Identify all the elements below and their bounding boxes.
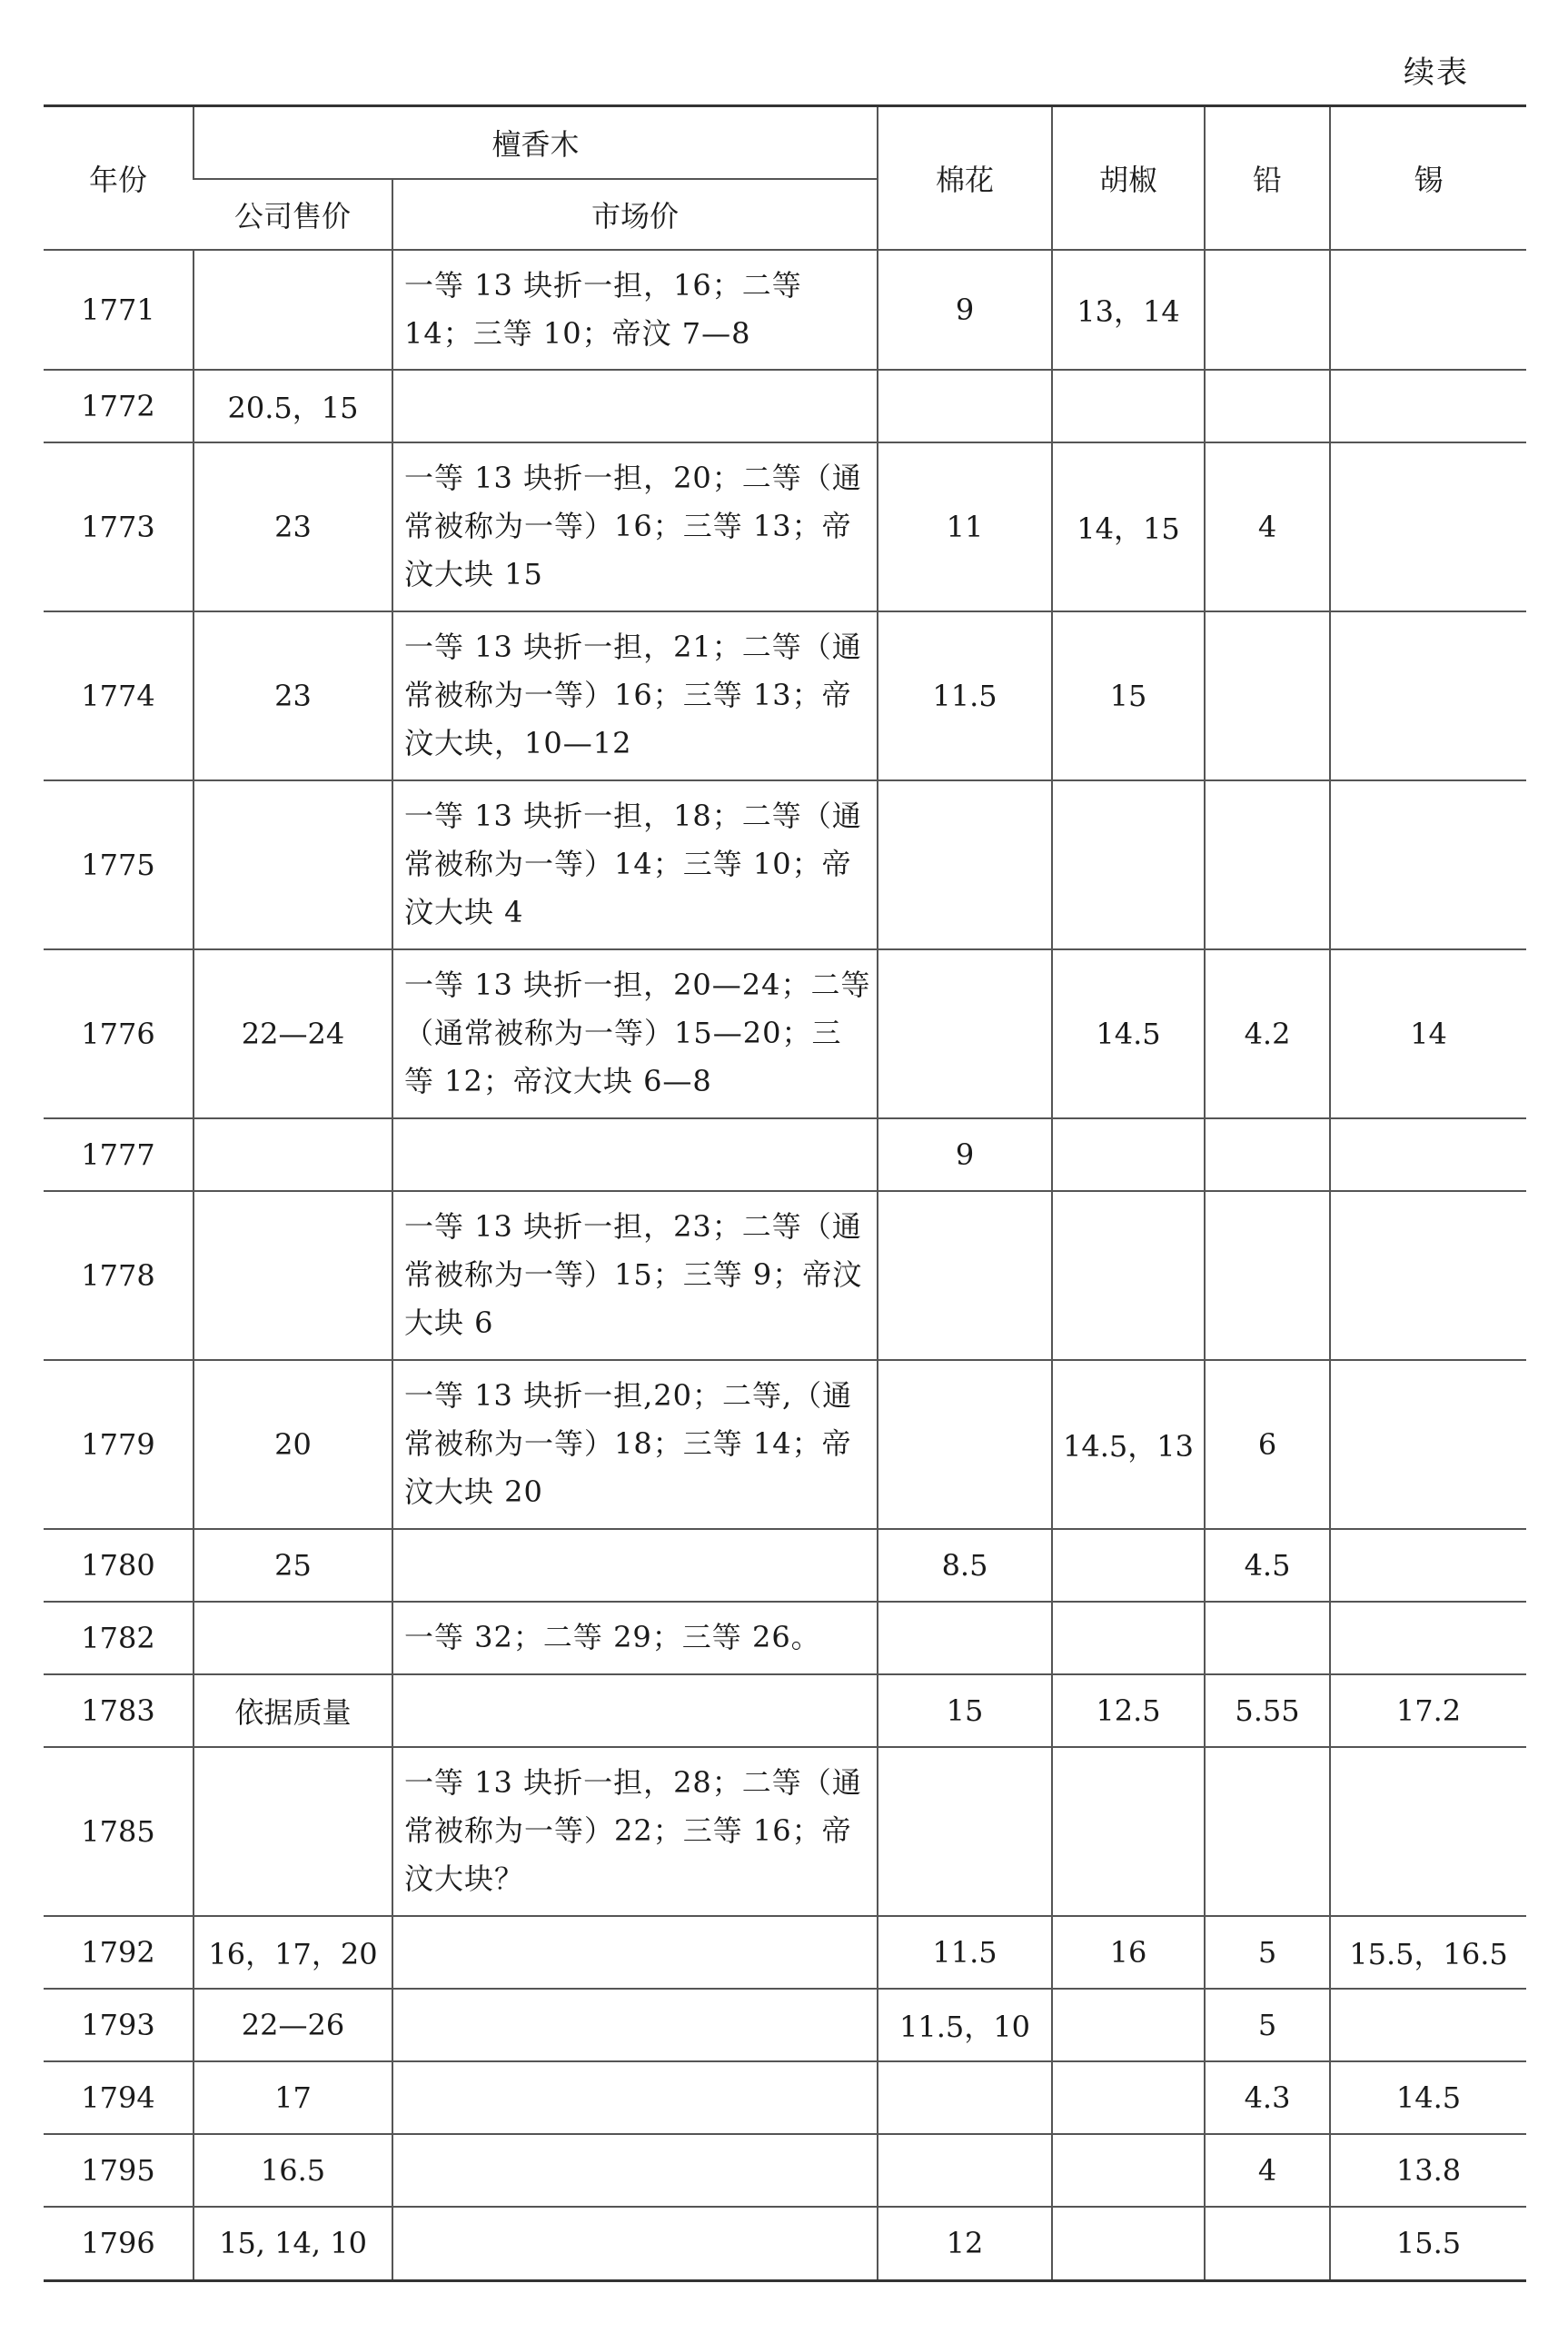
tin-cell [1330,1747,1526,1916]
market-price-cell: 一等 13 块折一担，18；二等（通常被称为一等）14；三等 10；帝汶大块 4 [392,780,878,949]
year-cell: 1794 [44,2061,194,2134]
table-row [44,1602,1526,1674]
market-price-cell: 一等 13 块折一担,20；二等,（通常被称为一等）18；三等 14；帝汶大块 20 [392,1360,878,1529]
tin-cell: 13.8 [1330,2134,1526,2207]
tin-cell [1330,611,1526,780]
year-cell: 1778 [44,1191,194,1360]
lead-cell [1205,1602,1330,1674]
pepper-cell: 14.5，13 [1052,1360,1205,1529]
lead-cell: 4.5 [1205,1529,1330,1602]
table-header [44,106,1526,250]
tin-cell: 17.2 [1330,1674,1526,1747]
cotton-cell [878,2134,1052,2207]
year-cell: 1774 [44,611,194,780]
pepper-cell [1052,2207,1205,2281]
year-cell: 1773 [44,442,194,611]
company-price-cell: 20.5，15 [194,370,392,442]
market-price-cell [392,1916,878,1989]
tin-cell [1330,1602,1526,1674]
company-price-cell: 16.5 [194,2134,392,2207]
market-price-cell: 一等 13 块折一担，20—24；二等（通常被称为一等）15—20；三等 12；帝汶大块 6—8 [392,949,878,1118]
lead-cell [1205,1118,1330,1191]
table-row [44,1674,1526,1747]
pepper-cell [1052,1118,1205,1191]
market-price-cell: 一等 13 块折一担，23；二等（通常被称为一等）15；三等 9；帝汶大块 6 [392,1191,878,1360]
year-cell: 1780 [44,1529,194,1602]
company-price-cell: 16，17，20 [194,1916,392,1989]
lead-cell [1205,611,1330,780]
market-price-cell: 一等 13 块折一担，20；二等（通常被称为一等）16；三等 13；帝汶大块 15 [392,442,878,611]
market-price-cell [392,2207,878,2281]
price-table [44,104,1526,2282]
header-tin: 锡 [1330,106,1526,250]
market-price-cell: 一等 32；二等 29；三等 26。 [392,1602,878,1674]
table-row [44,1118,1526,1191]
company-price-cell: 22—26 [194,1989,392,2061]
table-row [44,780,1526,949]
cotton-cell: 8.5 [878,1529,1052,1602]
company-price-cell [194,1747,392,1916]
table-row [44,1989,1526,2061]
pepper-cell: 13，14 [1052,250,1205,370]
cotton-cell: 12 [878,2207,1052,2281]
cotton-cell [878,2061,1052,2134]
pepper-cell: 12.5 [1052,1674,1205,1747]
cotton-cell [878,370,1052,442]
lead-cell [1205,780,1330,949]
table-row [44,442,1526,611]
cotton-cell: 11.5 [878,611,1052,780]
lead-cell: 5.55 [1205,1674,1330,1747]
year-cell: 1771 [44,250,194,370]
tin-cell: 15.5 [1330,2207,1526,2281]
table-row [44,1529,1526,1602]
table-row [44,1747,1526,1916]
lead-cell [1205,370,1330,442]
pepper-cell: 14.5 [1052,949,1205,1118]
pepper-cell [1052,1602,1205,1674]
cotton-cell: 9 [878,1118,1052,1191]
cotton-cell: 11.5 [878,1916,1052,1989]
table-row [44,2061,1526,2134]
pepper-cell [1052,1747,1205,1916]
pepper-cell [1052,1989,1205,2061]
lead-cell [1205,1747,1330,1916]
company-price-cell [194,250,392,370]
market-price-cell [392,1118,878,1191]
pepper-cell: 15 [1052,611,1205,780]
company-price-cell: 25 [194,1529,392,1602]
company-price-cell: 依据质量 [194,1674,392,1747]
cotton-cell: 11 [878,442,1052,611]
tin-cell: 15.5，16.5 [1330,1916,1526,1989]
lead-cell: 4 [1205,2134,1330,2207]
market-price-cell [392,2134,878,2207]
tin-cell [1330,1360,1526,1529]
tin-cell [1330,370,1526,442]
cotton-cell [878,1747,1052,1916]
table-row [44,1191,1526,1360]
pepper-cell: 14，15 [1052,442,1205,611]
table-row [44,1360,1526,1529]
continued-table-label: 续表 [1404,55,1469,91]
year-cell: 1775 [44,780,194,949]
pepper-cell [1052,2134,1205,2207]
lead-cell: 6 [1205,1360,1330,1529]
market-price-cell: 一等 13 块折一担，28；二等（通常被称为一等）22；三等 16；帝汶大块？ [392,1747,878,1916]
lead-cell: 5 [1205,1916,1330,1989]
cotton-cell [878,1602,1052,1674]
year-cell: 1776 [44,949,194,1118]
year-cell: 1795 [44,2134,194,2207]
lead-cell: 5 [1205,1989,1330,2061]
header-year: 年份 [44,106,194,250]
cotton-cell: 15 [878,1674,1052,1747]
table-body [44,250,1526,2281]
year-cell: 1792 [44,1916,194,1989]
cotton-cell: 11.5，10 [878,1989,1052,2061]
market-price-cell [392,1989,878,2061]
tin-cell: 14.5 [1330,2061,1526,2134]
pepper-cell [1052,370,1205,442]
year-cell: 1793 [44,1989,194,2061]
company-price-cell [194,1118,392,1191]
cotton-cell [878,1191,1052,1360]
year-cell: 1777 [44,1118,194,1191]
company-price-cell [194,1602,392,1674]
pepper-cell [1052,2061,1205,2134]
market-price-cell [392,1529,878,1602]
market-price-cell: 一等 13 块折一担，21；二等（通常被称为一等）16；三等 13；帝汶大块，10—12 [392,611,878,780]
market-price-cell [392,370,878,442]
cotton-cell [878,949,1052,1118]
lead-cell: 4 [1205,442,1330,611]
market-price-cell [392,1674,878,1747]
year-cell: 1779 [44,1360,194,1529]
table-row [44,1916,1526,1989]
table-row [44,2207,1526,2281]
table-row [44,2134,1526,2207]
tin-cell [1330,442,1526,611]
company-price-cell: 23 [194,442,392,611]
year-cell: 1785 [44,1747,194,1916]
table-row [44,611,1526,780]
market-price-cell [392,2061,878,2134]
header-lead: 铅 [1205,106,1330,250]
pepper-cell [1052,1529,1205,1602]
cotton-cell [878,1360,1052,1529]
lead-cell: 4.3 [1205,2061,1330,2134]
company-price-cell: 15, 14, 10 [194,2207,392,2281]
header-sandalwood: 檀香木 [194,106,878,179]
lead-cell [1205,1191,1330,1360]
pepper-cell [1052,1191,1205,1360]
header-cotton: 棉花 [878,106,1052,250]
pepper-cell: 16 [1052,1916,1205,1989]
company-price-cell: 20 [194,1360,392,1529]
header-market-price: 市场价 [392,179,878,250]
lead-cell [1205,2207,1330,2281]
tin-cell [1330,1989,1526,2061]
tin-cell [1330,1118,1526,1191]
year-cell: 1772 [44,370,194,442]
header-company-price: 公司售价 [194,179,392,250]
tin-cell: 14 [1330,949,1526,1118]
company-price-cell [194,1191,392,1360]
year-cell: 1796 [44,2207,194,2281]
cotton-cell [878,780,1052,949]
tin-cell [1330,250,1526,370]
table-row [44,250,1526,370]
lead-cell [1205,250,1330,370]
tin-cell [1330,780,1526,949]
cotton-cell: 9 [878,250,1052,370]
lead-cell: 4.2 [1205,949,1330,1118]
year-cell: 1782 [44,1602,194,1674]
market-price-cell: 一等 13 块折一担，16；二等 14；三等 10；帝汶 7—8 [392,250,878,370]
tin-cell [1330,1191,1526,1360]
tin-cell [1330,1529,1526,1602]
table-row [44,949,1526,1118]
header-pepper: 胡椒 [1052,106,1205,250]
company-price-cell: 23 [194,611,392,780]
year-cell: 1783 [44,1674,194,1747]
company-price-cell: 17 [194,2061,392,2134]
table-row [44,370,1526,442]
company-price-cell: 22—24 [194,949,392,1118]
company-price-cell [194,780,392,949]
pepper-cell [1052,780,1205,949]
